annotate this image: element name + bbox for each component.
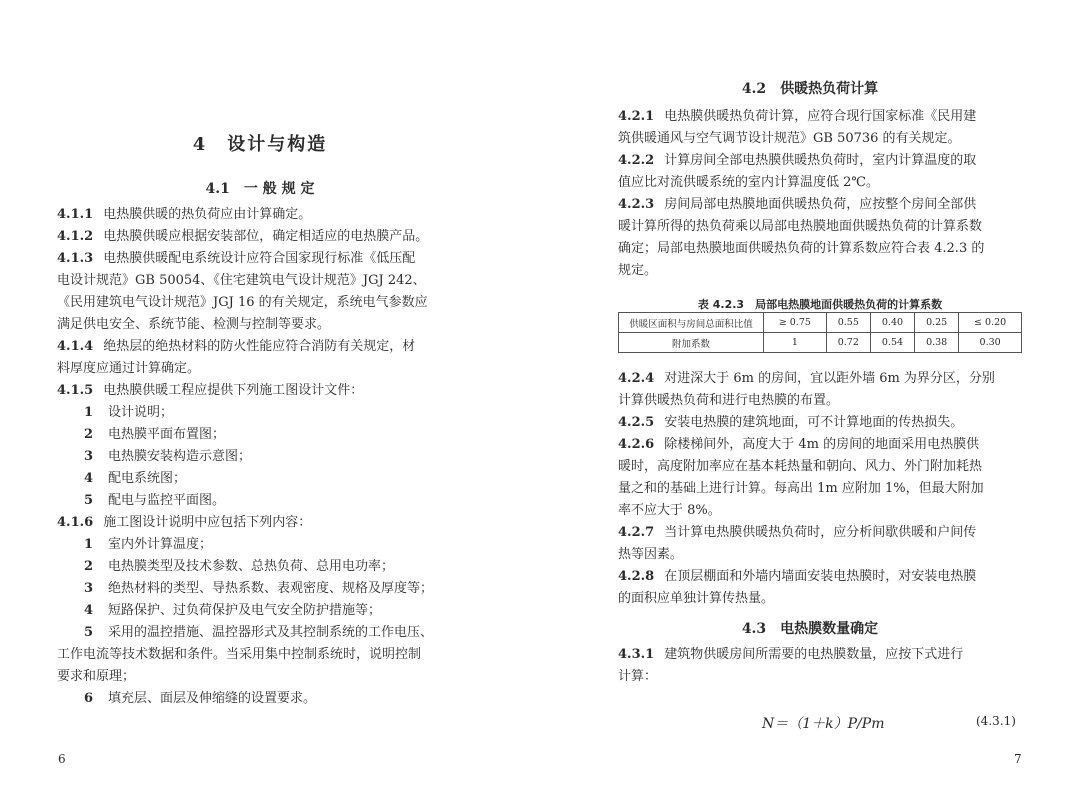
clause-4-2-5: [618, 414, 963, 432]
clause-number: 4.2.2: [618, 153, 655, 168]
clause-number: 4.2.6: [618, 437, 655, 452]
table-cell: 0.25: [915, 313, 959, 333]
clause-4-2-6: [618, 436, 979, 454]
clause-number: 4.1.5: [57, 383, 94, 398]
clause-4-2-4: [618, 370, 995, 388]
clause-number: 4.3.1: [618, 647, 655, 662]
clause-text-line: 计算：: [618, 669, 658, 684]
clause-4-2-7: [618, 524, 976, 542]
clause-number: 4.1.3: [57, 251, 94, 266]
clause-4-2-8: [618, 568, 976, 586]
table-cell: 0.54: [870, 333, 914, 353]
clause-text-line: 量之和的基础上进行计算。每高出 1m 应附加 1%，但最大附加: [618, 481, 984, 496]
page-number: 6: [58, 752, 66, 766]
clause-text: 计算房间全部电热膜供暖热负荷时，室内计算温度的取: [664, 153, 977, 168]
clause-text: 当计算电热膜供暖热负荷时，应分析间歇供暖和户间传: [664, 525, 977, 540]
table-cell: ≥ 0.75: [764, 313, 827, 333]
list-item-continuation: 工作电流等技术数据和条件。当采用集中控制系统时，说明控制: [57, 647, 422, 662]
clause-text: 在顶层棚面和外墙内墙面安装电热膜时，对安装电热膜: [664, 569, 977, 584]
clause-4-1-2: [57, 228, 428, 246]
clause-number: 4.1.6: [57, 515, 94, 530]
clause-4-1-5: [57, 382, 363, 400]
clause-text: 电热膜供暖热负荷计算，应符合现行国家标准《民用建: [664, 109, 977, 124]
clause-text-line: 的面积应单独计算传热量。: [618, 591, 775, 606]
list-item: 4 短路保护、过负荷保护及电气安全防护措施等；: [84, 603, 382, 618]
clause-text-line: 确定；局部电热膜地面供暖热负荷的计算系数应符合表 4.2.3 的: [618, 241, 985, 256]
clause-text-line: 暖计算所得的热负荷乘以局部电热膜地面供暖热负荷的计算系数: [618, 219, 983, 234]
clause-text-line: 计算供暖热负荷和进行电热膜的布置。: [618, 393, 840, 408]
clause-text: 电热膜供暖配电系统设计应符合国家现行标准《低压配: [103, 251, 416, 266]
table-title: 表 4.2.3 局部电热膜地面供暖热负荷的计算系数: [697, 298, 943, 311]
coefficient-table: [618, 312, 1022, 353]
clause-4-1-6: [57, 514, 311, 532]
list-item: 3 电热膜安装构造示意图；: [84, 449, 252, 464]
clause-text-line: 《民用建筑电气设计规范》JGJ 16 的有关规定，系统电气参数应: [57, 295, 428, 310]
clause-text: 安装电热膜的建筑地面，可不计算地面的传热损失。: [664, 415, 964, 430]
clause-number: 4.2.4: [618, 371, 655, 386]
clause-number: 4.1.1: [57, 207, 94, 222]
page-number: 7: [1014, 752, 1022, 766]
clause-text: 施工图设计说明中应包括下列内容：: [103, 515, 312, 530]
list-item: 5 配电与监控平面图。: [84, 493, 226, 508]
table-cell: 附加系数: [619, 333, 764, 353]
table-cell: 0.55: [826, 313, 870, 333]
clause-text-line: 值应比对流供暖系统的室内计算温度低 2℃。: [618, 175, 879, 190]
list-item: 5 采用的温控措施、温控器形式及其控制系统的工作电压、: [84, 625, 434, 640]
table-row: [619, 333, 1022, 353]
table-cell: 供暖区面积与房间总面积比值: [619, 313, 764, 333]
clause-text-line: 满足供电安全、系统节能、检测与控制等要求。: [57, 317, 331, 332]
formula: N＝（1＋k）P/Pm: [762, 716, 885, 732]
clause-number: 4.2.3: [618, 197, 655, 212]
clause-text-line: 规定。: [618, 263, 658, 278]
table-cell: 0.30: [959, 333, 1022, 353]
clause-text: 房间局部电热膜地面供暖热负荷，应按整个房间全部供: [664, 197, 977, 212]
table-cell: 0.38: [915, 333, 959, 353]
list-item: 3 绝热材料的类型、导热系数、表观密度、规格及厚度等；: [84, 581, 434, 596]
list-item-continuation: 要求和原理；: [57, 669, 136, 684]
section-title-4-3: 4.3 电热膜数量确定: [741, 621, 879, 637]
clause-text-line: 筑供暖通风与空气调节设计规范》GB 50736 的有关规定。: [618, 131, 961, 146]
clause-number: 4.2.7: [618, 525, 655, 540]
clause-text-line: 热等因素。: [618, 547, 684, 562]
table-cell: 0.72: [826, 333, 870, 353]
list-item: 4 配电系统图；: [84, 471, 187, 486]
list-item: 1 设计说明；: [84, 405, 174, 420]
clause-number: 4.2.5: [618, 415, 655, 430]
clause-4-1-3: [57, 250, 415, 268]
clause-text-line: 暖时，高度附加率应在基本耗热量和朝向、风力、外门附加耗热: [618, 459, 983, 474]
section-title-4-1: 4.1 一 般 规 定: [205, 181, 315, 197]
clause-number: 4.1.4: [57, 339, 94, 354]
clause-4-2-2: [618, 152, 976, 170]
clause-4-2-3: [618, 196, 976, 214]
clause-number: 4.2.1: [618, 109, 655, 124]
clause-text: 电热膜供暖工程应提供下列施工图设计文件：: [103, 383, 364, 398]
clause-4-1-4: [57, 338, 415, 356]
clause-number: 4.2.8: [618, 569, 655, 584]
clause-text: 电热膜供暖的热负荷应由计算确定。: [103, 207, 312, 222]
table-cell: ≤ 0.20: [959, 313, 1022, 333]
list-item: 2 电热膜类型及技术参数、总热负荷、总用电功率；: [84, 559, 395, 574]
clause-text-line: 料厚度应通过计算确定。: [57, 361, 201, 376]
list-item: 1 室内外计算温度；: [84, 537, 213, 552]
clause-text-line: 电设计规范》GB 50054、《住宅建筑电气设计规范》JGJ 242、: [57, 273, 426, 288]
formula-number: (4.3.1): [976, 714, 1016, 728]
clause-number: 4.1.2: [57, 229, 94, 244]
section-title-4-2: 4.2 供暖热负荷计算: [741, 81, 879, 97]
table-row: [619, 313, 1022, 333]
clause-text-line: 率不应大于 8%。: [618, 503, 721, 518]
chapter-title: 4 设计与构造: [192, 134, 328, 155]
list-item: 2 电热膜平面布置图；: [84, 427, 226, 442]
table-cell: 0.40: [870, 313, 914, 333]
clause-4-3-1: [618, 646, 963, 664]
list-item: 6 填充层、面层及伸缩缝的设置要求。: [84, 691, 317, 706]
clause-text: 对进深大于 6m 的房间，宜以距外墙 6m 为界分区，分别: [664, 371, 995, 386]
clause-4-2-1: [618, 108, 976, 126]
table-cell: 1: [764, 333, 827, 353]
clause-text: 电热膜供暖应根据安装部位，确定相适应的电热膜产品。: [103, 229, 429, 244]
right-page: [540, 0, 1080, 786]
clause-text: 建筑物供暖房间所需要的电热膜数量，应按下式进行: [664, 647, 964, 662]
clause-text: 除楼梯间外，高度大于 4m 的房间的地面采用电热膜供: [664, 437, 980, 452]
clause-4-1-1: [57, 206, 311, 224]
clause-text: 绝热层的绝热材料的防火性能应符合消防有关规定，材: [103, 339, 416, 354]
